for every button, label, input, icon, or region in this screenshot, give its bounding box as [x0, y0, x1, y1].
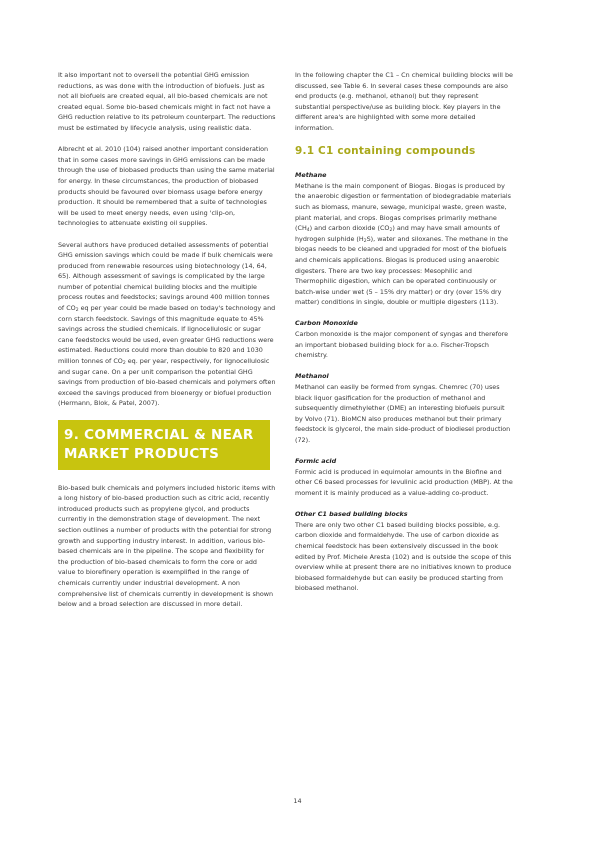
text-methane: Methane is the main component of Biogas. Biogas is produced by the anaerobic digestion or fermentation of biodegradable materials such as biomass, manure, sewage, municipal waste, green waste, plant material, and crops. Biogas comprises primarily methane $(CH_4)$ and carbon dioxide $(CO_2)$ and may have small amounts of hydrogen sulphide $(H_2S)$, water and siloxanes. The methane in the biogas needs to be cleaned and upgraded for most of the biofuels and chemicals applications. Biogas is produced using anaerobic digesters. There are two key processes: Mesophilic and Thermophilic digestion, which can be operated continuously or batch-wise under wet (5 – 15% dry matter) or dry (over 15% dry matter) conditions in single, double or multiple digesters (113).: [295, 181, 511, 307]
left-column: [58, 70, 276, 620]
block-carbon-monoxide: [295, 318, 513, 360]
block-methanol: [295, 371, 513, 445]
text-formic-acid: Formic acid is produced in equimolar amounts in the Biofine and other C6 based processes for levulinic acid production (MBP). At the moment it is mainly produced as a value-adding co-product.: [295, 467, 513, 497]
paragraph-chapter-intro: In the following chapter the C1 – Cn chemical building blocks will be discussed, see Table 6. In several cases these compounds are also end products (e.g. methanol, ethanol) but they represent substantial perspective/use as building block. Key players in the different area's are highlighted with some more detailed information.: [295, 71, 513, 132]
subheading-formic-acid: Formic acid: [295, 457, 337, 466]
subheading-carbon-monoxide: Carbon Monoxide: [295, 319, 358, 328]
block-formic-acid: [295, 456, 513, 498]
block-methane: [295, 170, 513, 308]
subheading-methanol: Methanol: [295, 372, 329, 381]
paragraph-albrecht: Albrecht et al. 2010 (104) raised another important consideration that in some cases more savings in GHG emissions can be made through the use of biobased products than using the same material for energy. In these circumstances, the production of biobased products should be favoured over biomass usage before energy production. It should be remembered that a suite of technologies will be used to meet energy needs, even using 'clip-on, technologies to attenuate existing oil supplies.: [58, 145, 275, 228]
subheading-other-c1: Other C1 based building blocks: [295, 510, 408, 519]
section-heading-c1: 9.1 C1 containing compounds: [295, 145, 476, 158]
block-other-c1: [295, 509, 513, 594]
subheading-methane: Methane: [295, 171, 327, 180]
paragraph-ghg-assessments: Several authors have produced detailed assessments of potential GHG emission savings which could be made if bulk chemicals were produced from renewable resources using biotechnology (14, 64, 65). Although assessment of savings is complicated by the large number of potential chemical building blocks and the multiple process routes and feedstocks; savings around 400 million tonnes of $CO_2$ eq per year could be made based on today's technology and corn starch feedstock. Savings of this magnitude equate to 45% savings across the studied chemicals. If lignocellulosic or sugar cane feedstocks would be used, even greater GHG reductions were estimated. Reductions could more than double to 820 and 1030 million tonnes of $CO_2$ eq. per year, respectively, for lignocellulosic and sugar cane. On a per unit comparison the potential GHG savings from production of bio-based chemicals and polymers often exceed the savings produced from bioenergy or biofuel production (Hermann, Blok, & Patel, 2007).: [58, 240, 276, 408]
paragraph-ghg-oversell: It also important not to oversell the potential GHG emission reductions, as was done with the introduction of biofuels. Just as not all biofuels are created equal, all bio-based chemicals are not created equal. Some bio-based chemicals might in fact not have a GHG reduction relative to its petroleum counterpart. The reductions must be estimated by lifecycle analysis, using realistic data.: [58, 71, 276, 132]
text-carbon-monoxide: Carbon monoxide is the major component of syngas and therefore an important biobased building block for a.o. Fischer-Tropsch chemistry.: [295, 330, 509, 360]
page-number: 14: [293, 797, 302, 805]
right-column: [295, 70, 513, 605]
section-banner-commercial: 9. COMMERCIAL & NEAR MARKET PRODUCTS: [58, 420, 270, 470]
text-other-c1: There are only two other C1 based building blocks possible, e.g. carbon dioxide and formaldehyde. The use of carbon dioxide as chemical feedstock has been extensively discussed in the book edited by Prof. Michele Aresta (102) and is outside the scope of this overview while at present there are no initiatives known to produce biobased formaldehyde but can easily be produced starting from biobased methanol.: [295, 520, 512, 593]
text-methanol: Methanol can easily be formed from syngas. Chemrec (70) uses black liquor gasification for the production of methanol and subsequently dimethylether (DME) an interesting biofuels pursuit by Volvo (71). BioMCN also produces methanol but their primary feedstock is glycerol, the main side-product of biodiesel production (72).: [295, 383, 511, 444]
paragraph-biobased-bulk: Bio-based bulk chemicals and polymers included historic items with a long history of bio-based production such as citric acid, recently introduced products such as propylene glycol, and products currently in the demonstration stage of development. The next section outlines a number of products with the potential for strong growth and supporting industry interest. In addition, various bio-based chemicals are in the pipeline. The scope and flexibility for the production of bio-based chemicals to form the core or add value to biorefinery operation is exemplified in the range of chemicals currently under industrial development. A non comprehensive list of chemicals currently in development is shown below and a broad selection are discussed in more detail.: [58, 483, 276, 609]
